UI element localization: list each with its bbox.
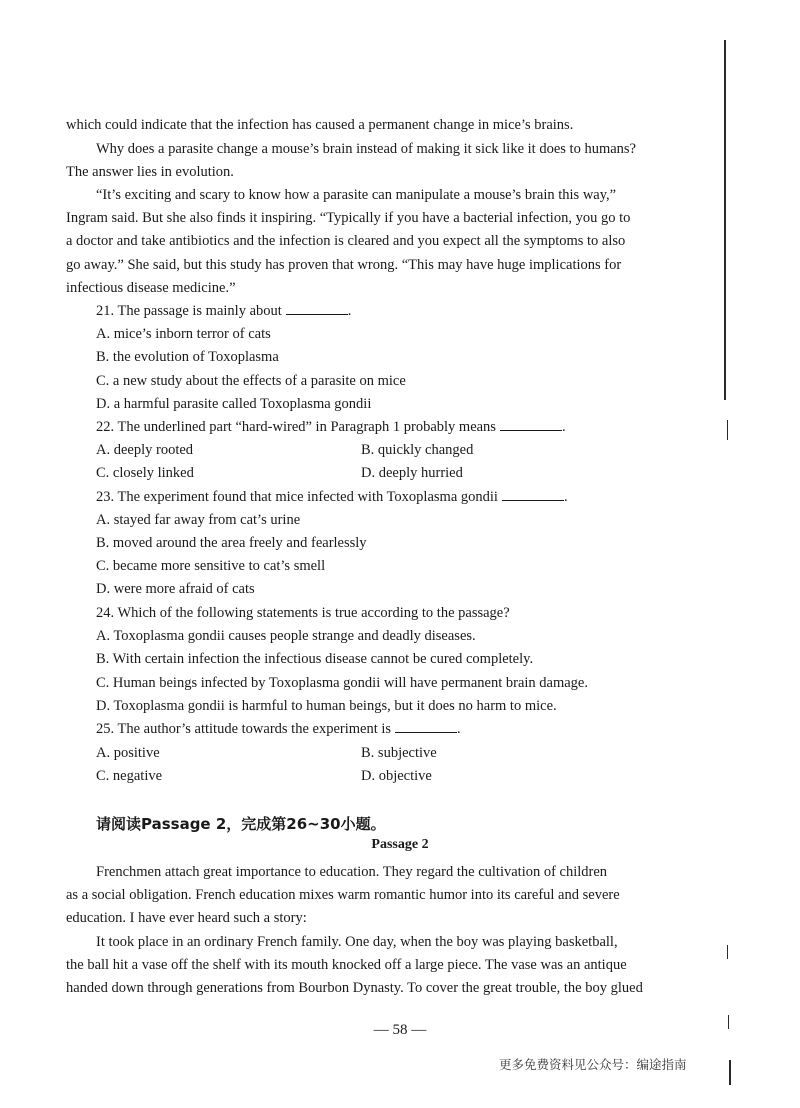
answer-option: C. Human beings infected by Toxoplasma gondii will have permanent brain damage. — [96, 675, 588, 691]
answer-option: D. were more afraid of cats — [96, 581, 255, 597]
question-stem: 21. The passage is mainly about . — [96, 303, 352, 319]
passage1-line: a doctor and take antibiotics and the infection is cleared and you expect all the symptoms to also — [66, 233, 626, 249]
passage1-line: Ingram said. But she also finds it inspiring. “Typically if you have a bacterial infection, you go to — [66, 210, 631, 226]
passage1-line: go away.” She said, but this study has proven that wrong. “This may have huge implications for — [66, 257, 622, 273]
page-number: — 58 — — [373, 1022, 427, 1038]
question-stem: 22. The underlined part “hard-wired” in Paragraph 1 probably means . — [96, 419, 566, 435]
answer-option: D. a harmful parasite called Toxoplasma gondii — [96, 396, 372, 412]
answer-option: C. closely linked — [96, 465, 194, 481]
footer-note: 更多免费资料见公众号：编途指南 — [499, 1057, 687, 1072]
answer-option: A. stayed far away from cat’s urine — [96, 512, 301, 528]
passage1-line: which could indicate that the infection has caused a permanent change in mice’s brains. — [66, 117, 574, 133]
scan-edge-mark — [727, 420, 728, 440]
question-stem: 23. The experiment found that mice infected with Toxoplasma gondii . — [96, 489, 568, 505]
section-instruction: 请阅读Passage 2，完成第26~30小题。 — [96, 815, 386, 833]
answer-blank[interactable] — [286, 302, 348, 315]
answer-option: D. Toxoplasma gondii is harmful to human beings, but it does no harm to mice. — [96, 698, 557, 714]
answer-option: A. Toxoplasma gondii causes people strange and deadly diseases. — [96, 628, 476, 644]
scan-edge-mark — [728, 1015, 729, 1029]
passage1-line: Why does a parasite change a mouse’s brain instead of making it sick like it does to humans? — [96, 141, 636, 157]
answer-option: B. With certain infection the infectious disease cannot be cured completely. — [96, 651, 534, 667]
answer-option: B. quickly changed — [361, 442, 474, 458]
passage2-line: Frenchmen attach great importance to education. They regard the cultivation of children — [96, 864, 608, 880]
answer-option: B. moved around the area freely and fearlessly — [96, 535, 367, 551]
answer-option: B. the evolution of Toxoplasma — [96, 349, 279, 365]
passage1-line: The answer lies in evolution. — [66, 164, 234, 180]
answer-option: B. subjective — [361, 745, 437, 761]
answer-option: D. deeply hurried — [361, 465, 463, 481]
scan-edge-mark — [729, 1060, 731, 1085]
answer-option: A. deeply rooted — [96, 442, 194, 458]
answer-blank[interactable] — [502, 488, 564, 501]
scan-edge-mark — [724, 40, 726, 400]
answer-blank[interactable] — [395, 720, 457, 733]
answer-blank[interactable] — [500, 418, 562, 431]
answer-option: C. became more sensitive to cat’s smell — [96, 558, 326, 574]
passage1-line: infectious disease medicine.” — [66, 280, 236, 296]
answer-option: C. negative — [96, 768, 163, 784]
passage-title: Passage 2 — [371, 837, 429, 852]
passage1-line: “It’s exciting and scary to know how a parasite can manipulate a mouse’s brain this way,” — [96, 187, 617, 203]
question-stem: 25. The author’s attitude towards the experiment is . — [96, 721, 461, 737]
answer-option: D. objective — [361, 768, 432, 784]
answer-option: A. positive — [96, 745, 160, 761]
passage2-line: handed down through generations from Bourbon Dynasty. To cover the great trouble, the boy glued — [66, 980, 643, 996]
answer-option: C. a new study about the effects of a parasite on mice — [96, 373, 406, 389]
passage2-line: education. I have ever heard such a story: — [66, 910, 307, 926]
answer-option: A. mice’s inborn terror of cats — [96, 326, 271, 342]
scan-edge-mark — [727, 945, 728, 959]
passage2-line: It took place in an ordinary French family. One day, when the boy was playing basketball, — [96, 934, 618, 950]
passage2-line: the ball hit a vase off the shelf with its mouth knocked off a large piece. The vase was an antique — [66, 957, 627, 973]
passage2-line: as a social obligation. French education mixes warm romantic humor into its careful and severe — [66, 887, 620, 903]
question-stem: 24. Which of the following statements is true according to the passage? — [96, 605, 510, 621]
